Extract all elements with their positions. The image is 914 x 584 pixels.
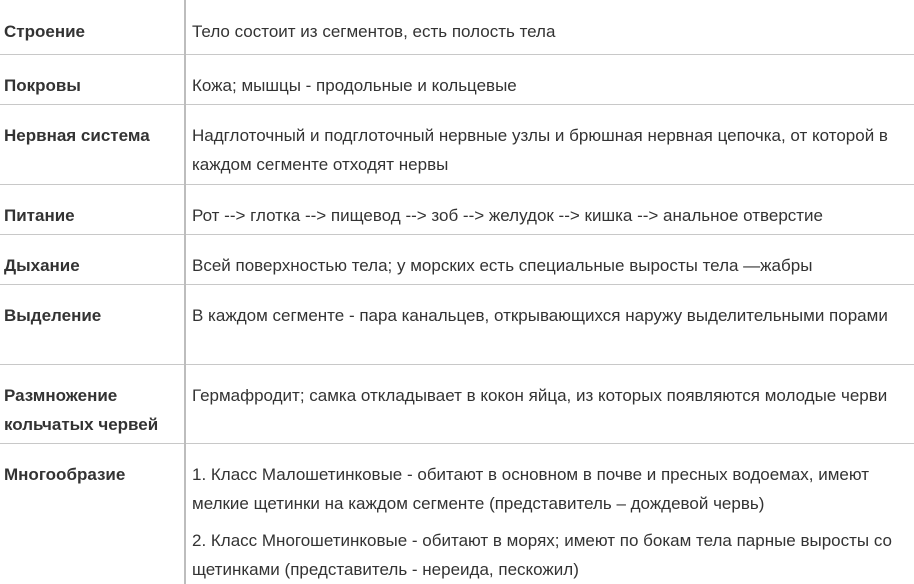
table-row [0, 285, 914, 365]
row-text: Кожа; мышцы - продольные и кольцевые [185, 55, 914, 105]
row-label: Многообразие [0, 444, 185, 584]
row-text: Рот --> глотка --> пищевод --> зоб --> желудок --> кишка --> анальное отверстие [185, 185, 914, 235]
class-polychaeta-text: 2. Класс Многошетинковые - обитают в морях; имеют по бокам тела парные выросты со щетинками (представитель - нереида, пескожил) [192, 526, 910, 584]
row-label: Дыхание [0, 235, 185, 285]
class-oligochaeta-text: 1. Класс Малошетинковые - обитают в основном в почве и пресных водоемах, имеют мелкие щетинки на каждом сегменте (представитель – дождевой червь) [192, 460, 910, 518]
row-text: Тело состоит из сегментов, есть полость тела [185, 0, 914, 55]
table-row [0, 185, 914, 235]
row-label: Размножение кольчатых червей [0, 365, 185, 444]
table-row [0, 0, 914, 55]
table-row [0, 444, 914, 584]
row-label: Нервная система [0, 105, 185, 185]
row-label: Покровы [0, 55, 185, 105]
table-row [0, 235, 914, 285]
table-row [0, 365, 914, 444]
row-label: Выделение [0, 285, 185, 365]
row-text: Гермафродит; самка откладывает в кокон яйца, из которых появляются молодые черви [185, 365, 914, 444]
row-label: Питание [0, 185, 185, 235]
table-row [0, 105, 914, 185]
row-text: В каждом сегменте - пара канальцев, открывающихся наружу выделительными порами [185, 285, 914, 365]
row-content [185, 444, 914, 584]
row-label: Строение [0, 0, 185, 55]
table-row [0, 55, 914, 105]
row-text: Надглоточный и подглоточный нервные узлы и брюшная нервная цепочка, от которой в каждом сегменте отходят нервы [185, 105, 914, 185]
row-text: Всей поверхностью тела; у морских есть специальные выросты тела —жабры [185, 235, 914, 285]
